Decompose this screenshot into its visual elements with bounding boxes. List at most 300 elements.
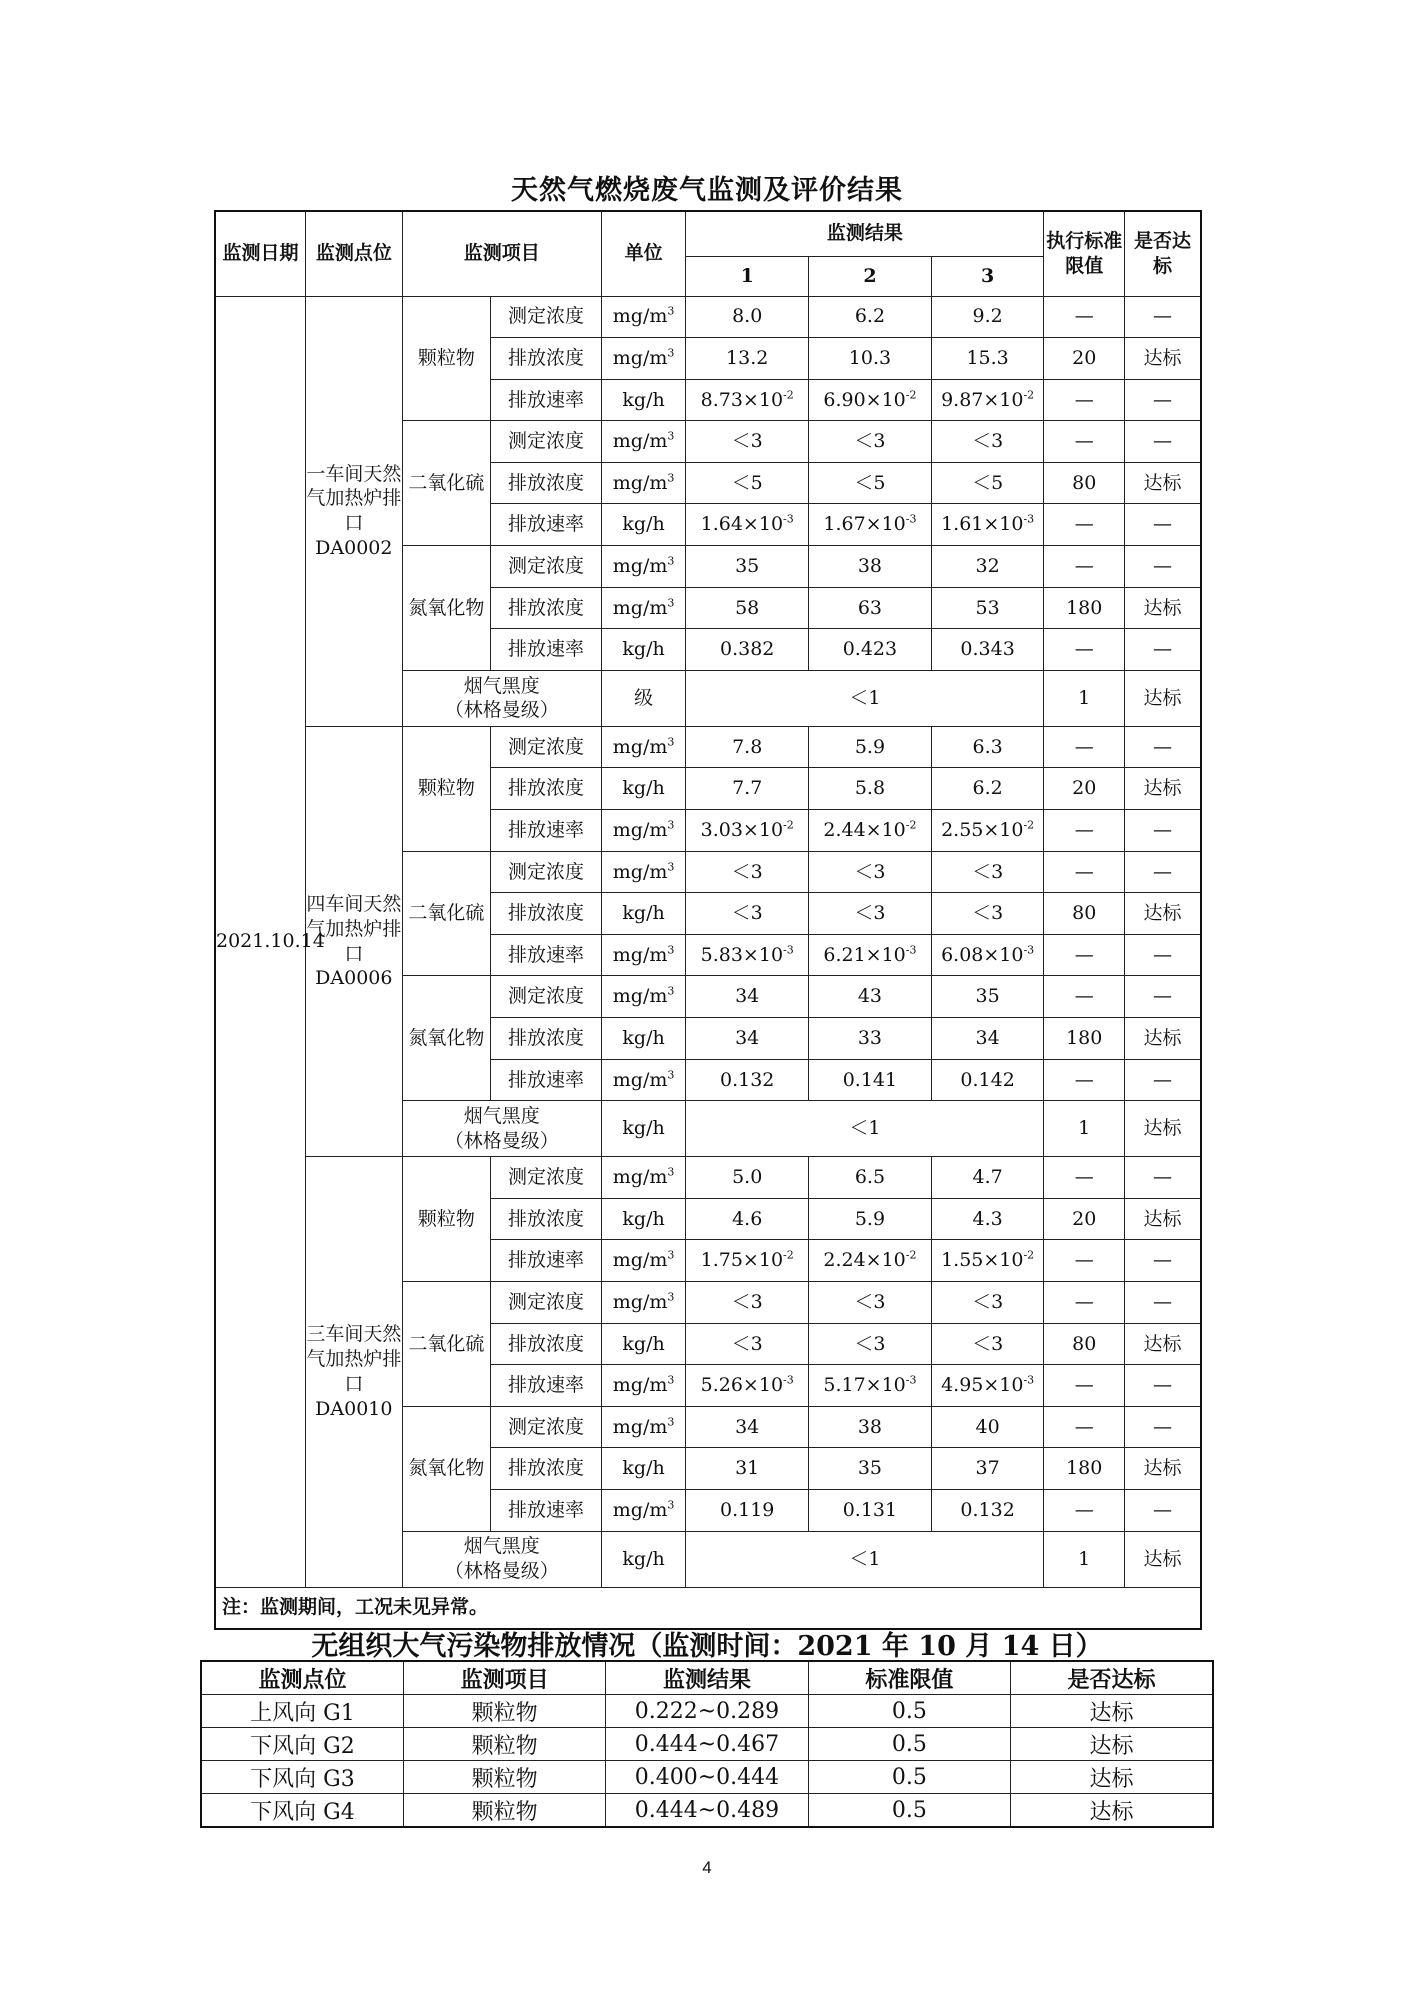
result-cell <box>931 1406 1044 1448</box>
result-cell <box>686 851 809 893</box>
result-value: 38 <box>857 1415 883 1438</box>
compliance-cell <box>1124 421 1201 463</box>
compliance-cell <box>1124 504 1201 546</box>
limit-cell <box>1044 670 1124 726</box>
result-exponent: -2 <box>1023 818 1035 832</box>
dash: — <box>1074 430 1094 453</box>
table2-cell: 0.5 <box>808 1761 1010 1794</box>
dash: — <box>1074 1374 1094 1397</box>
result-cell <box>809 1448 932 1490</box>
result-cell <box>809 421 932 463</box>
measure-cell <box>491 810 602 852</box>
limit-cell <box>1044 1157 1124 1199</box>
substance-cell <box>402 1406 491 1531</box>
compliance-cell <box>1124 810 1201 852</box>
point-cell <box>306 1157 403 1587</box>
dash: — <box>1074 1166 1094 1189</box>
measure-name: 排放速率 <box>507 388 584 411</box>
limit-cell <box>1044 296 1124 338</box>
result-cell <box>931 462 1044 504</box>
result-cell <box>931 504 1044 546</box>
limit-value: 80 <box>1072 1332 1097 1355</box>
unit-text: mg/m <box>612 1290 668 1313</box>
result-value: 5.83×10 <box>700 943 784 966</box>
result-exponent: -3 <box>1023 943 1035 957</box>
compliance-value: 达标 <box>1143 1207 1182 1230</box>
result-cell <box>931 893 1044 935</box>
unit-text: mg/m <box>612 1249 668 1272</box>
dash: — <box>1152 735 1172 758</box>
unit-superscript: 3 <box>667 1068 675 1082</box>
result-cell <box>686 462 809 504</box>
measure-name: 测定浓度 <box>507 1415 584 1438</box>
result-cell <box>686 768 809 810</box>
fugitive-emission-table <box>200 1660 1214 1828</box>
table2-cell: 0.5 <box>808 1695 1010 1728</box>
dash: — <box>1152 1498 1172 1521</box>
table2-cell: 颗粒物 <box>403 1695 605 1728</box>
unit-cell <box>601 1281 686 1323</box>
table-row <box>215 296 1201 338</box>
dash: — <box>1152 430 1172 453</box>
note-row <box>215 1587 1201 1629</box>
result-cell <box>686 1323 809 1365</box>
result-value: 4.6 <box>732 1207 763 1230</box>
dash: — <box>1152 388 1172 411</box>
result-value: 33 <box>857 1026 883 1049</box>
result-value: ＜3 <box>854 430 886 453</box>
measure-cell <box>491 587 602 629</box>
limit-cell <box>1044 976 1124 1018</box>
result-cell <box>809 1489 932 1531</box>
limit-cell <box>1044 1198 1124 1240</box>
result-value: ＜3 <box>731 902 763 925</box>
dash: — <box>1152 513 1172 536</box>
result-cell <box>686 976 809 1018</box>
result-cell <box>686 1448 809 1490</box>
smoke-label-sub: （林格曼级） <box>444 699 559 722</box>
result-value: ＜3 <box>972 860 1004 883</box>
compliance-cell <box>1124 1531 1201 1587</box>
smoke-result: ＜1 <box>849 687 881 709</box>
unit-superscript: 3 <box>667 1290 675 1304</box>
result-value: 6.2 <box>972 777 1003 800</box>
result-cell <box>931 546 1044 588</box>
result-value: 5.9 <box>854 1207 886 1230</box>
limit-value: 1 <box>1078 1547 1091 1570</box>
unit-text: mg/m <box>612 305 668 328</box>
result-cell <box>809 1406 932 1448</box>
result-cell <box>931 1018 1044 1060</box>
unit-text: mg/m <box>612 471 668 494</box>
measure-cell <box>491 934 602 976</box>
result-cell <box>809 1365 932 1407</box>
measure-cell <box>491 726 602 768</box>
limit-value: 20 <box>1072 777 1097 800</box>
result-cell <box>809 587 932 629</box>
header-run-2: 2 <box>809 256 932 296</box>
compliance-value: 达标 <box>1143 347 1182 370</box>
result-value: 8.73×10 <box>700 388 784 411</box>
unit-cell <box>601 1240 686 1282</box>
unit-text: mg/m <box>612 347 668 370</box>
measure-name: 排放浓度 <box>507 1026 584 1049</box>
result-value: ＜3 <box>731 430 763 453</box>
result-value: 10.3 <box>848 347 892 370</box>
limit-cell <box>1044 1531 1124 1587</box>
measure-name: 测定浓度 <box>507 735 584 758</box>
result-value: 0.142 <box>960 1068 1015 1091</box>
smoke-result: ＜1 <box>849 1117 881 1140</box>
result-cell <box>686 1240 809 1282</box>
unit-text: mg/m <box>612 1374 668 1397</box>
dash: — <box>1074 735 1094 758</box>
result-value: ＜3 <box>731 860 763 883</box>
measure-name: 排放速率 <box>507 818 584 841</box>
result-value: 0.343 <box>960 638 1015 661</box>
dash: — <box>1152 1249 1172 1272</box>
table2-cell: 达标 <box>1011 1728 1213 1761</box>
unit-text: mg/m <box>612 860 668 883</box>
unit-cell <box>601 546 686 588</box>
table2-header: 是否达标 <box>1011 1661 1213 1695</box>
result-value: 35 <box>857 1457 883 1480</box>
table1-body <box>215 296 1201 1629</box>
unit-cell <box>601 670 686 726</box>
compliance-cell <box>1124 1101 1201 1157</box>
limit-cell <box>1044 851 1124 893</box>
measure-cell <box>491 379 602 421</box>
compliance-value: 达标 <box>1143 902 1182 925</box>
unit-superscript: 3 <box>667 818 675 832</box>
measure-name: 排放浓度 <box>507 777 584 800</box>
result-cell <box>931 1157 1044 1199</box>
result-value: ＜5 <box>972 471 1004 494</box>
result-exponent: -2 <box>1023 388 1035 402</box>
unit-cell <box>601 629 686 671</box>
unit-superscript: 3 <box>667 943 675 957</box>
result-cell <box>809 379 932 421</box>
measure-cell <box>491 296 602 338</box>
table2-cell: 上风向 G1 <box>201 1695 403 1728</box>
measure-cell <box>491 1406 602 1448</box>
unit-text: kg/h <box>622 638 665 661</box>
compliance-cell <box>1124 1281 1201 1323</box>
result-cell <box>809 296 932 338</box>
limit-cell <box>1044 504 1124 546</box>
substance-name: 颗粒物 <box>417 347 475 370</box>
table2-cell: 下风向 G4 <box>201 1794 403 1828</box>
unit-text: mg/m <box>612 943 668 966</box>
unit-text: mg/m <box>612 735 668 758</box>
table2-header: 标准限值 <box>808 1661 1010 1695</box>
table2-cell: 达标 <box>1011 1695 1213 1728</box>
result-cell <box>809 629 932 671</box>
result-cell <box>931 976 1044 1018</box>
result-value: 5.8 <box>854 777 886 800</box>
substance-cell <box>402 976 491 1101</box>
substance-cell <box>402 726 491 851</box>
result-cell <box>809 976 932 1018</box>
unit-cell <box>601 851 686 893</box>
result-value: 5.17×10 <box>823 1374 906 1397</box>
result-value: 9.2 <box>972 305 1003 328</box>
result-value: 13.2 <box>726 347 769 370</box>
substance-cell <box>402 546 491 671</box>
compliance-cell <box>1124 1406 1201 1448</box>
result-value: 31 <box>735 1457 760 1480</box>
limit-cell <box>1044 587 1124 629</box>
result-cell <box>931 810 1044 852</box>
result-value: 37 <box>975 1457 1000 1480</box>
measure-name: 排放速率 <box>507 943 584 966</box>
dash: — <box>1152 555 1172 578</box>
result-cell <box>931 1059 1044 1101</box>
substance-cell <box>402 851 491 976</box>
result-value: 6.2 <box>854 305 886 328</box>
result-value: ＜3 <box>972 1332 1004 1355</box>
monitoring-point: 四车间天然气加热炉排口DA0006 <box>306 893 402 990</box>
unit-superscript: 3 <box>667 346 675 360</box>
result-value: 43 <box>857 985 883 1008</box>
result-value: 34 <box>975 1026 1000 1049</box>
limit-cell <box>1044 810 1124 852</box>
substance-name: 氮氧化物 <box>408 1457 485 1480</box>
table1-title: 天然气燃烧废气监测及评价结果 <box>511 175 903 206</box>
compliance-value: 达标 <box>1143 1547 1182 1570</box>
result-value: 9.87×10 <box>941 388 1024 411</box>
unit-superscript: 3 <box>667 554 675 568</box>
smoke-item-cell <box>402 1531 601 1587</box>
compliance-cell <box>1124 296 1201 338</box>
dash: — <box>1152 1374 1172 1397</box>
result-value: 2.55×10 <box>941 818 1024 841</box>
result-cell <box>686 1059 809 1101</box>
result-value: 5.26×10 <box>700 1374 784 1397</box>
unit-superscript: 3 <box>667 735 675 749</box>
result-exponent: -2 <box>905 1249 917 1262</box>
result-value: 0.423 <box>842 638 898 661</box>
result-cell <box>686 810 809 852</box>
dash: — <box>1074 638 1094 661</box>
dash: — <box>1074 388 1094 411</box>
unit-cell <box>601 1198 686 1240</box>
table2-cell: 达标 <box>1011 1761 1213 1794</box>
measure-cell <box>491 976 602 1018</box>
result-exponent: -3 <box>783 513 794 527</box>
substance-name: 氮氧化物 <box>408 1026 485 1049</box>
measure-cell <box>491 1240 602 1282</box>
result-exponent: -2 <box>783 818 794 832</box>
measure-name: 测定浓度 <box>507 430 584 453</box>
result-value: 2.24×10 <box>823 1249 906 1272</box>
limit-value: 80 <box>1072 902 1097 925</box>
result-exponent: -2 <box>1023 1249 1035 1262</box>
table2-cell: 颗粒物 <box>403 1728 605 1761</box>
result-cell <box>686 1018 809 1060</box>
flue-gas-results-table <box>214 210 1202 1630</box>
limit-cell <box>1044 338 1124 380</box>
table-row <box>215 726 1201 768</box>
smoke-item-cell <box>402 1101 601 1157</box>
header-point: 监测点位 <box>306 211 403 296</box>
result-cell <box>931 296 1044 338</box>
result-cell <box>931 1448 1044 1490</box>
result-cell <box>686 934 809 976</box>
compliance-cell <box>1124 1059 1201 1101</box>
unit-cell <box>601 1448 686 1490</box>
result-cell <box>931 1365 1044 1407</box>
compliance-cell <box>1124 462 1201 504</box>
unit-cell <box>601 976 686 1018</box>
limit-value: 20 <box>1072 347 1097 370</box>
limit-cell <box>1044 1406 1124 1448</box>
measure-cell <box>491 1281 602 1323</box>
measure-cell <box>491 1157 602 1199</box>
unit-text: kg/h <box>622 1547 665 1570</box>
smoke-result-cell <box>686 670 1044 726</box>
result-value: ＜3 <box>854 1332 886 1355</box>
result-cell <box>809 1059 932 1101</box>
compliance-value: 达标 <box>1143 1457 1182 1480</box>
measure-name: 测定浓度 <box>507 305 584 328</box>
compliance-cell <box>1124 1365 1201 1407</box>
measure-cell <box>491 1198 602 1240</box>
compliance-cell <box>1124 893 1201 935</box>
dash: — <box>1152 943 1172 966</box>
unit-superscript: 3 <box>667 429 675 443</box>
unit-cell <box>601 1531 686 1587</box>
compliance-cell <box>1124 1448 1201 1490</box>
unit-cell <box>601 1059 686 1101</box>
limit-cell <box>1044 1059 1124 1101</box>
table2-cell: 0.444~0.489 <box>606 1794 808 1828</box>
measure-cell <box>491 1323 602 1365</box>
compliance-cell <box>1124 629 1201 671</box>
result-value: ＜3 <box>854 860 886 883</box>
dash: — <box>1152 818 1172 841</box>
compliance-cell <box>1124 851 1201 893</box>
unit-text: kg/h <box>622 1457 665 1480</box>
unit-cell <box>601 338 686 380</box>
compliance-cell <box>1124 768 1201 810</box>
measure-name: 排放速率 <box>507 513 584 536</box>
measure-cell <box>491 1018 602 1060</box>
unit-superscript: 3 <box>667 860 675 874</box>
result-value: 8.0 <box>732 305 763 328</box>
table-row <box>215 1157 1201 1199</box>
result-value: 5.9 <box>854 735 886 758</box>
dash: — <box>1152 638 1172 661</box>
measure-name: 测定浓度 <box>507 860 584 883</box>
substance-cell <box>402 296 491 421</box>
result-value: ＜3 <box>972 430 1004 453</box>
dash: — <box>1152 1290 1172 1313</box>
header-run-3: 3 <box>931 256 1044 296</box>
unit-superscript: 3 <box>667 471 675 485</box>
result-cell <box>686 1365 809 1407</box>
table2-header: 监测项目 <box>403 1661 605 1695</box>
result-cell <box>809 851 932 893</box>
unit-text: kg/h <box>622 1207 665 1230</box>
result-cell <box>809 810 932 852</box>
unit-superscript: 3 <box>667 1249 675 1262</box>
measure-name: 排放速率 <box>507 638 584 661</box>
result-value: ＜3 <box>972 902 1004 925</box>
unit-cell <box>601 1406 686 1448</box>
compliance-cell <box>1124 379 1201 421</box>
result-value: 32 <box>975 555 1000 578</box>
unit-superscript: 3 <box>667 1498 675 1512</box>
measure-name: 测定浓度 <box>507 1290 584 1313</box>
result-value: 34 <box>735 985 760 1008</box>
unit-cell <box>601 893 686 935</box>
result-cell <box>686 421 809 463</box>
measure-name: 排放浓度 <box>507 1207 584 1230</box>
limit-value: 180 <box>1066 596 1103 619</box>
measure-name: 排放浓度 <box>507 596 584 619</box>
measure-cell <box>491 1059 602 1101</box>
smoke-label: 烟气黑度 <box>463 674 540 697</box>
compliance-cell <box>1124 1018 1201 1060</box>
limit-cell <box>1044 379 1124 421</box>
result-cell <box>931 1281 1044 1323</box>
result-cell <box>686 1198 809 1240</box>
dash: — <box>1152 860 1172 883</box>
result-cell <box>931 768 1044 810</box>
result-cell <box>931 1323 1044 1365</box>
dash: — <box>1074 860 1094 883</box>
result-cell <box>931 934 1044 976</box>
smoke-result-cell <box>686 1101 1044 1157</box>
result-value: 6.08×10 <box>941 943 1024 966</box>
table2-title: 无组织大气污染物排放情况（监测时间：2021 年 10 月 14 日） <box>311 1631 1103 1662</box>
result-value: 1.55×10 <box>941 1249 1024 1272</box>
limit-cell <box>1044 1489 1124 1531</box>
smoke-label-sub: （林格曼级） <box>444 1129 559 1152</box>
substance-name: 颗粒物 <box>417 777 475 800</box>
measure-name: 排放速率 <box>507 1068 584 1091</box>
result-value: 2.44×10 <box>823 818 906 841</box>
unit-superscript: 3 <box>667 1415 675 1429</box>
dash: — <box>1152 1068 1172 1091</box>
result-value: ＜3 <box>972 1290 1004 1313</box>
unit-text: 级 <box>634 687 654 709</box>
table2-cell: 0.222~0.289 <box>606 1695 808 1728</box>
table2-cell: 下风向 G3 <box>201 1761 403 1794</box>
limit-cell <box>1044 934 1124 976</box>
result-exponent: -2 <box>905 818 917 832</box>
dash: — <box>1074 818 1094 841</box>
result-exponent: -3 <box>783 1373 794 1387</box>
unit-cell <box>601 504 686 546</box>
result-value: 1.61×10 <box>941 513 1024 536</box>
unit-cell <box>601 726 686 768</box>
measure-cell <box>491 1448 602 1490</box>
result-value: 4.3 <box>972 1207 1003 1230</box>
smoke-result: ＜1 <box>849 1547 881 1570</box>
result-cell <box>809 1281 932 1323</box>
measure-name: 排放速率 <box>507 1374 584 1397</box>
limit-value: 80 <box>1072 471 1097 494</box>
unit-text: kg/h <box>622 902 665 925</box>
result-cell <box>809 504 932 546</box>
unit-cell <box>601 1365 686 1407</box>
measure-cell <box>491 546 602 588</box>
dash: — <box>1074 1415 1094 1438</box>
dash: — <box>1074 1498 1094 1521</box>
measure-name: 测定浓度 <box>507 555 584 578</box>
